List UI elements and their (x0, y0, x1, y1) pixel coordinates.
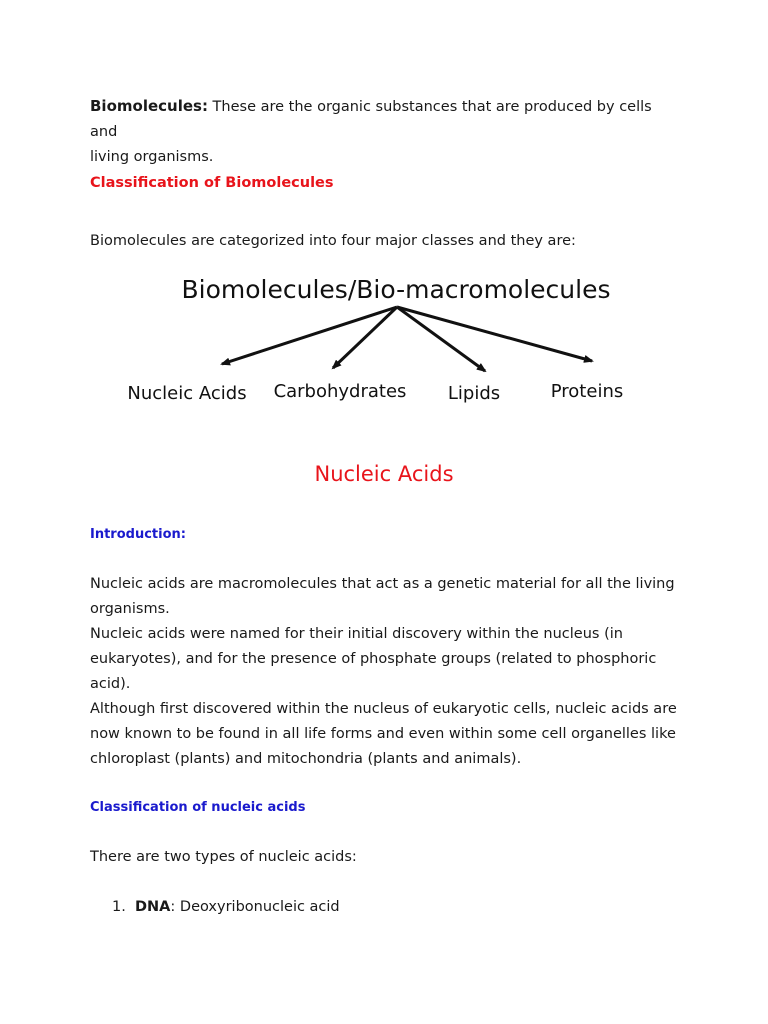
nucleic-classification-heading: Classification of nucleic acids (90, 800, 306, 815)
arrow-to-nucleic-acids (222, 307, 397, 364)
definition-text: These are the organic substances that are produced by cells and (90, 99, 652, 140)
diagram-svg (0, 260, 768, 420)
nucleic-acids-paragraph (90, 572, 680, 772)
paragraph-line: now known to be found in all life forms and even within some cell organelles like (90, 726, 676, 742)
classification-heading: Classification of Biomolecules (90, 175, 334, 191)
biomolecules-definition (90, 94, 680, 170)
branch-nucleic-acids: Nucleic Acids (127, 383, 247, 404)
arrow-to-proteins (397, 307, 592, 361)
definition-line-1 (90, 94, 680, 145)
biomolecules-diagram (0, 260, 768, 420)
paragraph-line: organisms. (90, 601, 170, 617)
types-statement: There are two types of nucleic acids: (90, 849, 357, 865)
branch-proteins: Proteins (550, 381, 624, 402)
classification-statement: Biomolecules are categorized into four major classes and they are: (90, 233, 576, 249)
definition-term: Biomolecules: (90, 97, 208, 115)
list-abbr: DNA (135, 899, 171, 915)
diagram-root-label: Biomolecules/Bio-macromolecules (181, 275, 611, 304)
paragraph-line: chloroplast (plants) and mitochondria (plants and animals). (90, 751, 522, 767)
paragraph-line: eukaryotes), and for the presence of phosphate groups (related to phosphoric (90, 651, 657, 667)
paragraph-line: Although first discovered within the nucleus of eukaryotic cells, nucleic acids are (90, 701, 677, 717)
introduction-heading: Introduction: (90, 527, 186, 542)
paragraph-line: Nucleic acids were named for their initial discovery within the nucleus (in (90, 626, 623, 642)
paragraph-line: Nucleic acids are macromolecules that act as a genetic material for all the living (90, 576, 675, 592)
branch-carbohydrates: Carbohydrates (273, 381, 407, 402)
arrow-to-lipids (397, 307, 485, 371)
definition-line-2: living organisms. (90, 149, 214, 165)
branch-lipids: Lipids (447, 383, 501, 404)
paragraph-line: acid). (90, 676, 131, 692)
list-number: 1. (112, 899, 126, 915)
list-item (112, 899, 340, 915)
list-text: : Deoxyribonucleic acid (170, 899, 340, 915)
nucleic-acids-title: Nucleic Acids (314, 462, 454, 486)
